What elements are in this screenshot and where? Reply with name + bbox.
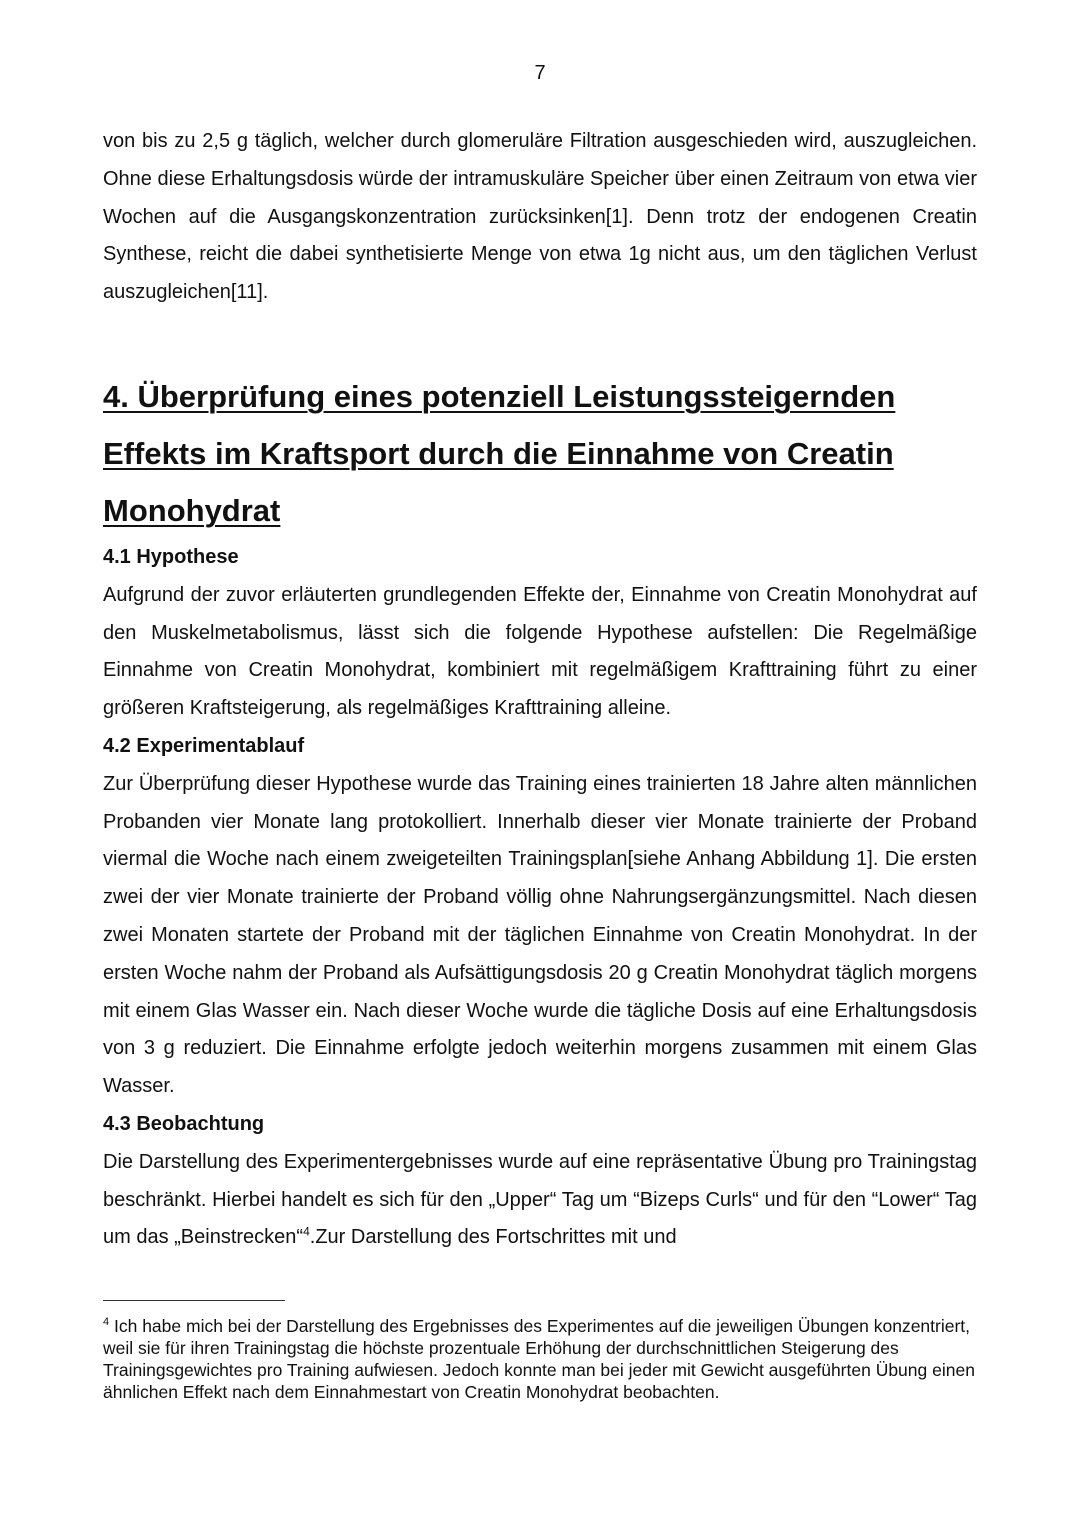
section-4-3-text-start: Die Darstellung des Experimentergebnisses wurde auf eine repräsentative Übung pro Trainingstag beschränkt. Hierbei handelt es sich für den „Upper“ Tag um “Bizeps Curls“ und für den “Lower“ Tag um das „Beinstrecken“ (103, 1150, 977, 1249)
section-4-1-heading: 4.1 Hypothese (103, 545, 239, 568)
section-4-3-heading: 4.3 Beobachtung (103, 1112, 265, 1135)
section-4-2-heading: 4.2 Experimentablauf (103, 734, 305, 757)
footnote-divider (103, 1300, 285, 1301)
section-4-title: 4. Überprüfung eines potenziell Leistungssteigernden Effekts im Kraftsport durch die Einnahme von Creatin Monohydrat (103, 378, 896, 528)
section-4-2-paragraph: Zur Überprüfung dieser Hypothese wurde das Training eines trainierten 18 Jahre alten männlichen Probanden vier Monate lang protokolliert. Innerhalb dieser vier Monate trainierte der Proband viermal die Woche nach einem zweigeteilten Trainingsplan[siehe Anhang Abbildung 1]. Die ersten zwei der vier Monate trainierte der Proband völlig ohne Nahrungsergänzungsmittel. Nach diesen zwei Monaten startete der Proband mit der täglichen Einnahme von Creatin Monohydrat. In der ersten Woche nahm der Proband als Aufsättigungsdosis 20 g Creatin Monohydrat täglich morgens mit einem Glas Wasser ein. Nach dieser Woche wurde die tägliche Dosis auf eine Erhaltungsdosis von 3 g reduziert. Die Einnahme erfolgte jedoch weiterhin morgens zusammen mit einem Glas Wasser. (103, 772, 977, 1098)
section-4-3-paragraph (103, 1144, 977, 1257)
footnote (103, 1315, 977, 1403)
page-content (103, 123, 977, 1257)
footnote-reference[interactable]: 4 (303, 1224, 310, 1239)
footnote-text: Ich habe mich bei der Darstellung des Ergebnisses des Experimentes auf die jeweiligen Übungen konzentriert, weil sie für ihren Trainingstag die höchste prozentuale Erhöhung der durchschnittlichen Steigerung des Trainingsgewichtes pro Training aufwiesen. Jedoch konnte man bei jeder mit Gewicht ausgeführten Übung einen ähnlichen Effekt nach dem Einnahmestart von Creatin Monohydrat beobachten. (103, 1316, 975, 1402)
section-4-1-paragraph: Aufgrund der zuvor erläuterten grundlegenden Effekte der, Einnahme von Creatin Monohydrat auf den Muskelmetabolismus, lässt sich die folgende Hypothese aufstellen: Die Regelmäßige Einnahme von Creatin Monohydrat, kombiniert mit regelmäßigem Krafttraining führt zu einer größeren Kraftsteigerung, als regelmäßiges Krafttraining alleine. (103, 583, 977, 720)
intro-paragraph: von bis zu 2,5 g täglich, welcher durch glomeruläre Filtration ausgeschieden wird, auszugleichen. Ohne diese Erhaltungsdosis würde der intramuskuläre Speicher über einen Zeitraum von etwa vier Wochen auf die Ausgangskonzentration zurücksinken[1]. Denn trotz der endogenen Creatin Synthese, reicht die dabei synthetisierte Menge von etwa 1g nicht aus, um den täglichen Verlust auszugleichen[11]. (103, 130, 977, 304)
section-4-3-text-end: .Zur Darstellung des Fortschrittes mit und (309, 1226, 677, 1249)
footnote-marker: 4 (103, 1316, 110, 1329)
page-number: 7 (534, 62, 546, 84)
